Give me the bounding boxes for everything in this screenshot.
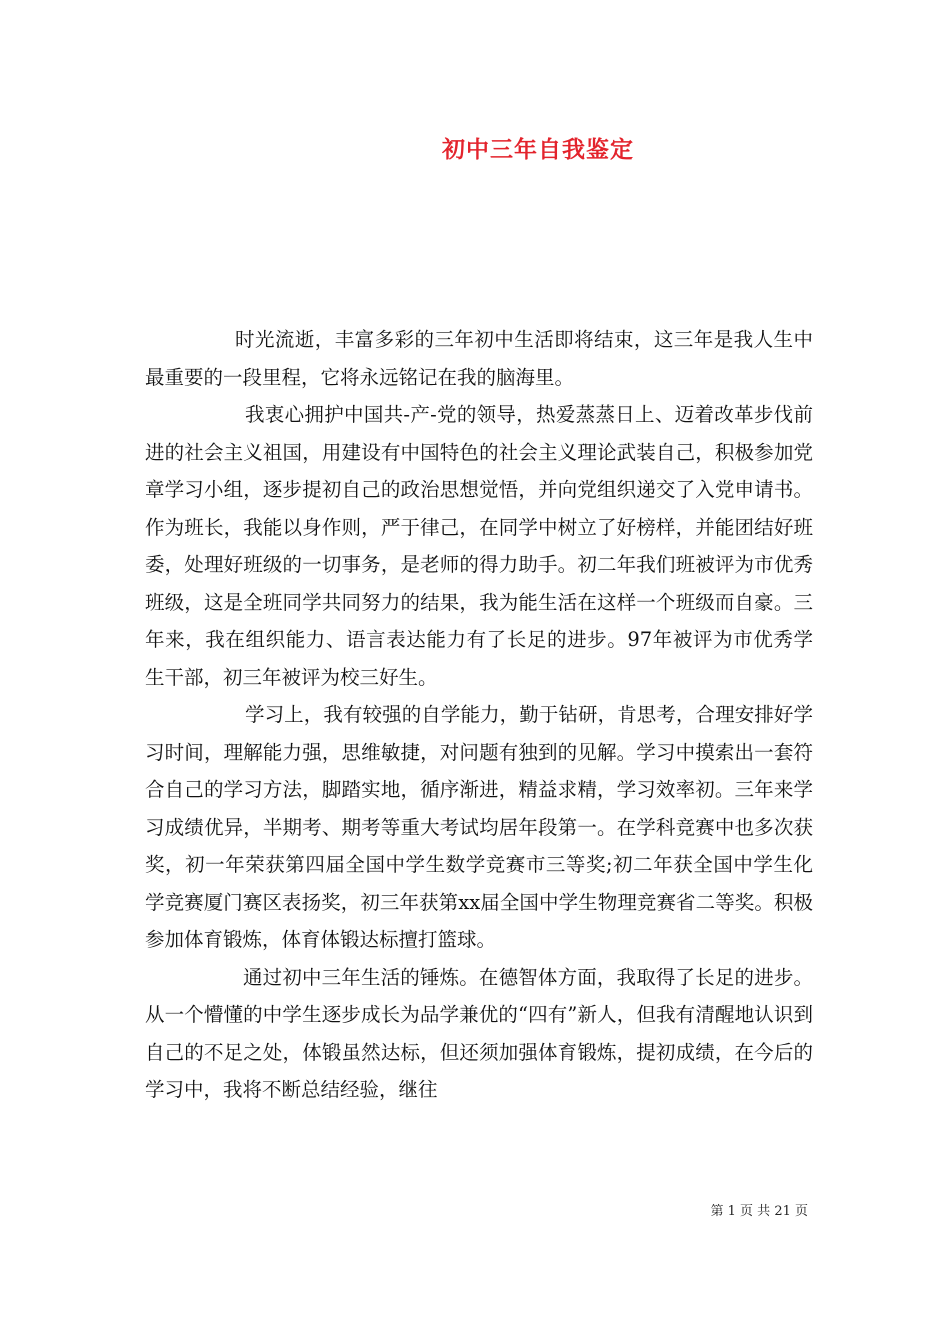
paragraph-summary: 通过初中三年生活的锤炼。在德智体方面，我取得了长足的进步。从一个懵懂的中学生逐步成长为品学兼优的“四有”新人，但我有清醒地认识到自己的不足之处，体锻虽然达标，但还须加强体育锻炼，提初成绩，在今后的学习中，我将不断总结经验，继往	[145, 965, 813, 1101]
paragraph-intro: 时光流逝，丰富多彩的三年初中生活即将结束，这三年是我人生中最重要的一段里程，它将永远铭记在我的脑海里。	[145, 328, 813, 389]
paragraph-political: 我衷心拥护中国共-产-党的领导，热爱蒸蒸日上、迈着改革步伐前进的社会主义祖国，用建设有中国特色的社会主义理论武装自己，积极参加党章学习小组，逐步提初自己的政治思想觉悟，并向党组织递交了入党申请书。作为班长，我能以身作则，严于律己，在同学中树立了好榜样，并能团结好班委，处理好班级的一切事务，是老师的得力助手。初二年我们班被评为市优秀班级，这是全班同学共同努力的结果，我为能生活在这样一个班级而自豪。三年来，我在组织能力、语言表达能力有了长足的进步。97年被评为市优秀学生干部，初三年被评为校三好生。	[145, 403, 813, 689]
page-number-footer: 第 1 页 共 21 页	[710, 1204, 808, 1219]
paragraph-study: 学习上，我有较强的自学能力，勤于钻研，肯思考，合理安排好学习时间，理解能力强，思维敏捷，对问题有独到的见解。学习中摸索出一套符合自己的学习方法，脚踏实地，循序渐进，精益求精，学习效率初。三年来学习成绩优异，半期考、期考等重大考试均居年段第一。在学科竞赛中也多次获奖，初一年荣获第四届全国中学生数学竞赛市三等奖;初二年获全国中学生化学竞赛厦门赛区表扬奖，初三年获第xx届全国中学生物理竞赛省二等奖。积极参加体育锻炼，体育体锻达标擅打篮球。	[145, 703, 813, 951]
document-title: 初中三年自我鉴定	[442, 136, 634, 163]
document-body	[145, 321, 813, 1109]
